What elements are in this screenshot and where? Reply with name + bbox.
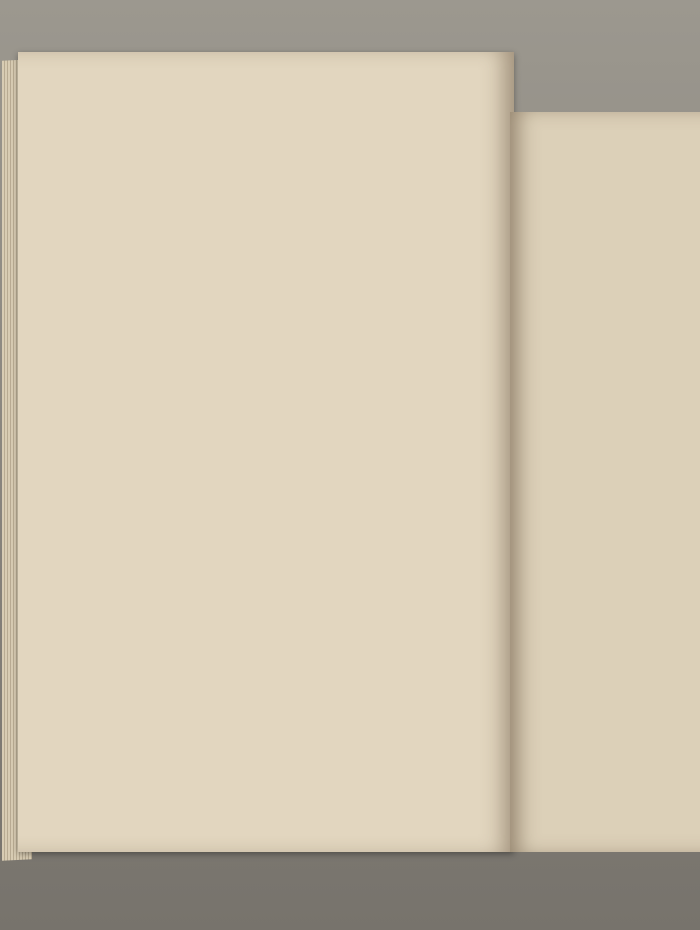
right-page-content — [530, 164, 700, 173]
chapters — [54, 108, 474, 120]
top-entries — [54, 108, 474, 120]
left-page — [18, 52, 514, 852]
left-page-content — [54, 108, 474, 120]
right-page — [510, 112, 700, 852]
